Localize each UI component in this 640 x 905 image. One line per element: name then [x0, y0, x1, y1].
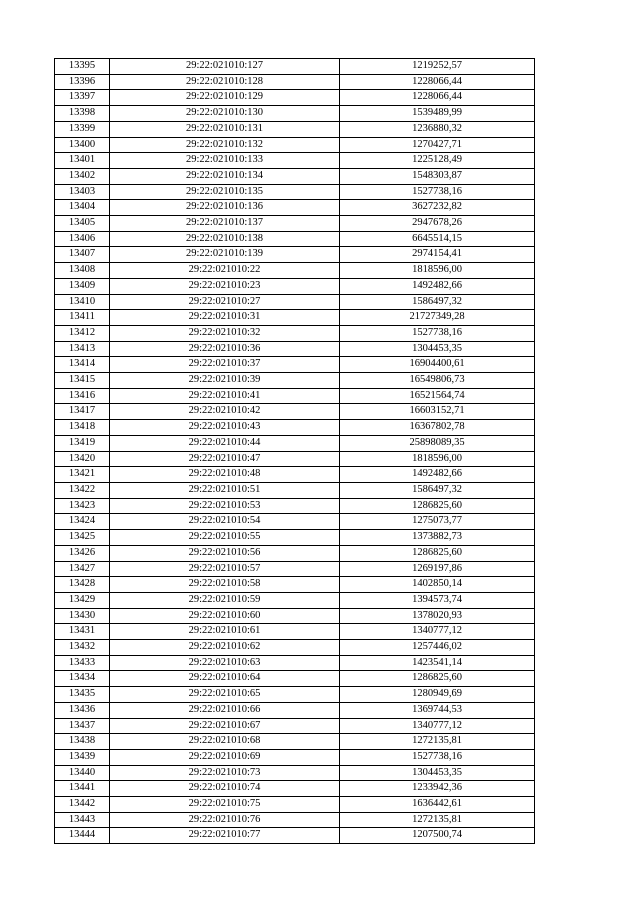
table-row: [55, 231, 535, 247]
cadastral-number-cell: 29:22:021010:68: [110, 734, 340, 750]
table-row: [55, 749, 535, 765]
value-cell: 16549806,73: [340, 373, 535, 389]
value-cell: 1275073,77: [340, 514, 535, 530]
value-cell: 3627232,82: [340, 200, 535, 216]
cadastral-number-cell: 29:22:021010:139: [110, 247, 340, 263]
value-cell: 1340777,12: [340, 718, 535, 734]
cadastral-number-cell: 29:22:021010:53: [110, 498, 340, 514]
value-cell: 1280949,69: [340, 687, 535, 703]
table-row: [55, 561, 535, 577]
value-cell: 1586497,32: [340, 294, 535, 310]
value-cell: 1818596,00: [340, 263, 535, 279]
table-row: [55, 247, 535, 263]
table-row: [55, 106, 535, 122]
row-number-cell: 13420: [55, 451, 110, 467]
table-row: [55, 341, 535, 357]
cadastral-number-cell: 29:22:021010:127: [110, 59, 340, 75]
table-row: [55, 734, 535, 750]
cadastral-number-cell: 29:22:021010:74: [110, 781, 340, 797]
table-row: [55, 325, 535, 341]
value-cell: 1423541,14: [340, 655, 535, 671]
table-row: [55, 90, 535, 106]
value-cell: 16367802,78: [340, 420, 535, 436]
value-cell: 21727349,28: [340, 310, 535, 326]
cadastral-number-cell: 29:22:021010:43: [110, 420, 340, 436]
value-cell: 1402850,14: [340, 577, 535, 593]
value-cell: 1369744,53: [340, 702, 535, 718]
table-row: [55, 263, 535, 279]
value-cell: 1304453,35: [340, 341, 535, 357]
row-number-cell: 13432: [55, 640, 110, 656]
row-number-cell: 13416: [55, 388, 110, 404]
row-number-cell: 13415: [55, 373, 110, 389]
row-number-cell: 13419: [55, 435, 110, 451]
value-cell: 1219252,57: [340, 59, 535, 75]
row-number-cell: 13395: [55, 59, 110, 75]
cadastral-number-cell: 29:22:021010:136: [110, 200, 340, 216]
cadastral-number-cell: 29:22:021010:129: [110, 90, 340, 106]
cadastral-number-cell: 29:22:021010:59: [110, 592, 340, 608]
row-number-cell: 13429: [55, 592, 110, 608]
cadastral-number-cell: 29:22:021010:37: [110, 357, 340, 373]
row-number-cell: 13408: [55, 263, 110, 279]
value-cell: 2947678,26: [340, 216, 535, 232]
table-row: [55, 482, 535, 498]
table-row: [55, 828, 535, 844]
row-number-cell: 13413: [55, 341, 110, 357]
cadastral-number-cell: 29:22:021010:61: [110, 624, 340, 640]
cadastral-number-cell: 29:22:021010:55: [110, 530, 340, 546]
cadastral-number-cell: 29:22:021010:73: [110, 765, 340, 781]
value-cell: 6645514,15: [340, 231, 535, 247]
cadastral-number-cell: 29:22:021010:41: [110, 388, 340, 404]
value-cell: 1272135,81: [340, 812, 535, 828]
value-cell: 25898089,35: [340, 435, 535, 451]
row-number-cell: 13425: [55, 530, 110, 546]
cadastral-value-table: [54, 58, 535, 844]
table-row: [55, 467, 535, 483]
value-cell: 1340777,12: [340, 624, 535, 640]
cadastral-number-cell: 29:22:021010:133: [110, 153, 340, 169]
table-row: [55, 451, 535, 467]
table-row: [55, 121, 535, 137]
value-cell: 1228066,44: [340, 74, 535, 90]
value-cell: 1527738,16: [340, 749, 535, 765]
table-row: [55, 294, 535, 310]
table-row: [55, 655, 535, 671]
table-row: [55, 624, 535, 640]
row-number-cell: 13423: [55, 498, 110, 514]
value-cell: 1527738,16: [340, 325, 535, 341]
cadastral-number-cell: 29:22:021010:134: [110, 168, 340, 184]
table-row: [55, 388, 535, 404]
row-number-cell: 13417: [55, 404, 110, 420]
cadastral-number-cell: 29:22:021010:63: [110, 655, 340, 671]
row-number-cell: 13428: [55, 577, 110, 593]
cadastral-number-cell: 29:22:021010:138: [110, 231, 340, 247]
row-number-cell: 13396: [55, 74, 110, 90]
row-number-cell: 13438: [55, 734, 110, 750]
table-row: [55, 59, 535, 75]
value-cell: 1233942,36: [340, 781, 535, 797]
row-number-cell: 13409: [55, 278, 110, 294]
cadastral-number-cell: 29:22:021010:58: [110, 577, 340, 593]
row-number-cell: 13421: [55, 467, 110, 483]
row-number-cell: 13406: [55, 231, 110, 247]
cadastral-number-cell: 29:22:021010:77: [110, 828, 340, 844]
row-number-cell: 13405: [55, 216, 110, 232]
table-row: [55, 184, 535, 200]
value-cell: 1492482,66: [340, 467, 535, 483]
row-number-cell: 13442: [55, 797, 110, 813]
row-number-cell: 13424: [55, 514, 110, 530]
cadastral-number-cell: 29:22:021010:66: [110, 702, 340, 718]
table-row: [55, 278, 535, 294]
value-cell: 1586497,32: [340, 482, 535, 498]
table-row: [55, 640, 535, 656]
value-cell: 1818596,00: [340, 451, 535, 467]
value-cell: 1539489,99: [340, 106, 535, 122]
row-number-cell: 13426: [55, 545, 110, 561]
cadastral-number-cell: 29:22:021010:44: [110, 435, 340, 451]
value-cell: 1257446,02: [340, 640, 535, 656]
table-row: [55, 577, 535, 593]
table-row: [55, 545, 535, 561]
row-number-cell: 13443: [55, 812, 110, 828]
row-number-cell: 13402: [55, 168, 110, 184]
value-cell: 1228066,44: [340, 90, 535, 106]
row-number-cell: 13404: [55, 200, 110, 216]
value-cell: 1394573,74: [340, 592, 535, 608]
cadastral-number-cell: 29:22:021010:64: [110, 671, 340, 687]
cadastral-number-cell: 29:22:021010:31: [110, 310, 340, 326]
table-row: [55, 765, 535, 781]
row-number-cell: 13444: [55, 828, 110, 844]
value-cell: 1286825,60: [340, 498, 535, 514]
cadastral-number-cell: 29:22:021010:137: [110, 216, 340, 232]
table-row: [55, 592, 535, 608]
value-cell: 2974154,41: [340, 247, 535, 263]
cadastral-number-cell: 29:22:021010:67: [110, 718, 340, 734]
row-number-cell: 13437: [55, 718, 110, 734]
table-row: [55, 797, 535, 813]
cadastral-number-cell: 29:22:021010:36: [110, 341, 340, 357]
value-cell: 1286825,60: [340, 671, 535, 687]
row-number-cell: 13398: [55, 106, 110, 122]
value-cell: 1636442,61: [340, 797, 535, 813]
row-number-cell: 13410: [55, 294, 110, 310]
value-cell: 1304453,35: [340, 765, 535, 781]
row-number-cell: 13436: [55, 702, 110, 718]
row-number-cell: 13407: [55, 247, 110, 263]
row-number-cell: 13418: [55, 420, 110, 436]
table-row: [55, 137, 535, 153]
cadastral-number-cell: 29:22:021010:56: [110, 545, 340, 561]
cadastral-number-cell: 29:22:021010:47: [110, 451, 340, 467]
table-row: [55, 781, 535, 797]
table-row: [55, 514, 535, 530]
table-row: [55, 373, 535, 389]
cadastral-number-cell: 29:22:021010:54: [110, 514, 340, 530]
table-body: [55, 59, 535, 844]
table-row: [55, 168, 535, 184]
cadastral-number-cell: 29:22:021010:76: [110, 812, 340, 828]
cadastral-number-cell: 29:22:021010:130: [110, 106, 340, 122]
row-number-cell: 13435: [55, 687, 110, 703]
cadastral-number-cell: 29:22:021010:65: [110, 687, 340, 703]
row-number-cell: 13403: [55, 184, 110, 200]
table-row: [55, 404, 535, 420]
value-cell: 1527738,16: [340, 184, 535, 200]
cadastral-number-cell: 29:22:021010:135: [110, 184, 340, 200]
cadastral-number-cell: 29:22:021010:23: [110, 278, 340, 294]
table-row: [55, 812, 535, 828]
cadastral-number-cell: 29:22:021010:39: [110, 373, 340, 389]
cadastral-number-cell: 29:22:021010:32: [110, 325, 340, 341]
row-number-cell: 13414: [55, 357, 110, 373]
table-row: [55, 530, 535, 546]
value-cell: 1236880,32: [340, 121, 535, 137]
cadastral-number-cell: 29:22:021010:132: [110, 137, 340, 153]
value-cell: 1207500,74: [340, 828, 535, 844]
row-number-cell: 13441: [55, 781, 110, 797]
value-cell: 1373882,73: [340, 530, 535, 546]
table-row: [55, 718, 535, 734]
cadastral-number-cell: 29:22:021010:128: [110, 74, 340, 90]
table-row: [55, 200, 535, 216]
table-row: [55, 74, 535, 90]
value-cell: 16603152,71: [340, 404, 535, 420]
row-number-cell: 13400: [55, 137, 110, 153]
row-number-cell: 13401: [55, 153, 110, 169]
row-number-cell: 13397: [55, 90, 110, 106]
cadastral-number-cell: 29:22:021010:75: [110, 797, 340, 813]
cadastral-number-cell: 29:22:021010:27: [110, 294, 340, 310]
cadastral-number-cell: 29:22:021010:69: [110, 749, 340, 765]
cadastral-number-cell: 29:22:021010:51: [110, 482, 340, 498]
value-cell: 1269197,86: [340, 561, 535, 577]
value-cell: 1378020,93: [340, 608, 535, 624]
row-number-cell: 13427: [55, 561, 110, 577]
table-row: [55, 420, 535, 436]
cadastral-number-cell: 29:22:021010:48: [110, 467, 340, 483]
value-cell: 1286825,60: [340, 545, 535, 561]
row-number-cell: 13431: [55, 624, 110, 640]
value-cell: 1270427,71: [340, 137, 535, 153]
cadastral-number-cell: 29:22:021010:62: [110, 640, 340, 656]
table-row: [55, 216, 535, 232]
row-number-cell: 13434: [55, 671, 110, 687]
table-row: [55, 498, 535, 514]
table-row: [55, 435, 535, 451]
value-cell: 1272135,81: [340, 734, 535, 750]
row-number-cell: 13411: [55, 310, 110, 326]
table-row: [55, 671, 535, 687]
cadastral-number-cell: 29:22:021010:42: [110, 404, 340, 420]
row-number-cell: 13433: [55, 655, 110, 671]
row-number-cell: 13440: [55, 765, 110, 781]
cadastral-number-cell: 29:22:021010:57: [110, 561, 340, 577]
cadastral-number-cell: 29:22:021010:131: [110, 121, 340, 137]
table-row: [55, 702, 535, 718]
value-cell: 16521564,74: [340, 388, 535, 404]
value-cell: 16904400,61: [340, 357, 535, 373]
table-row: [55, 687, 535, 703]
row-number-cell: 13422: [55, 482, 110, 498]
cadastral-number-cell: 29:22:021010:22: [110, 263, 340, 279]
row-number-cell: 13399: [55, 121, 110, 137]
value-cell: 1548303,87: [340, 168, 535, 184]
value-cell: 1492482,66: [340, 278, 535, 294]
table-row: [55, 357, 535, 373]
table-row: [55, 153, 535, 169]
cadastral-number-cell: 29:22:021010:60: [110, 608, 340, 624]
row-number-cell: 13412: [55, 325, 110, 341]
row-number-cell: 13439: [55, 749, 110, 765]
row-number-cell: 13430: [55, 608, 110, 624]
table-row: [55, 608, 535, 624]
table-row: [55, 310, 535, 326]
value-cell: 1225128,49: [340, 153, 535, 169]
